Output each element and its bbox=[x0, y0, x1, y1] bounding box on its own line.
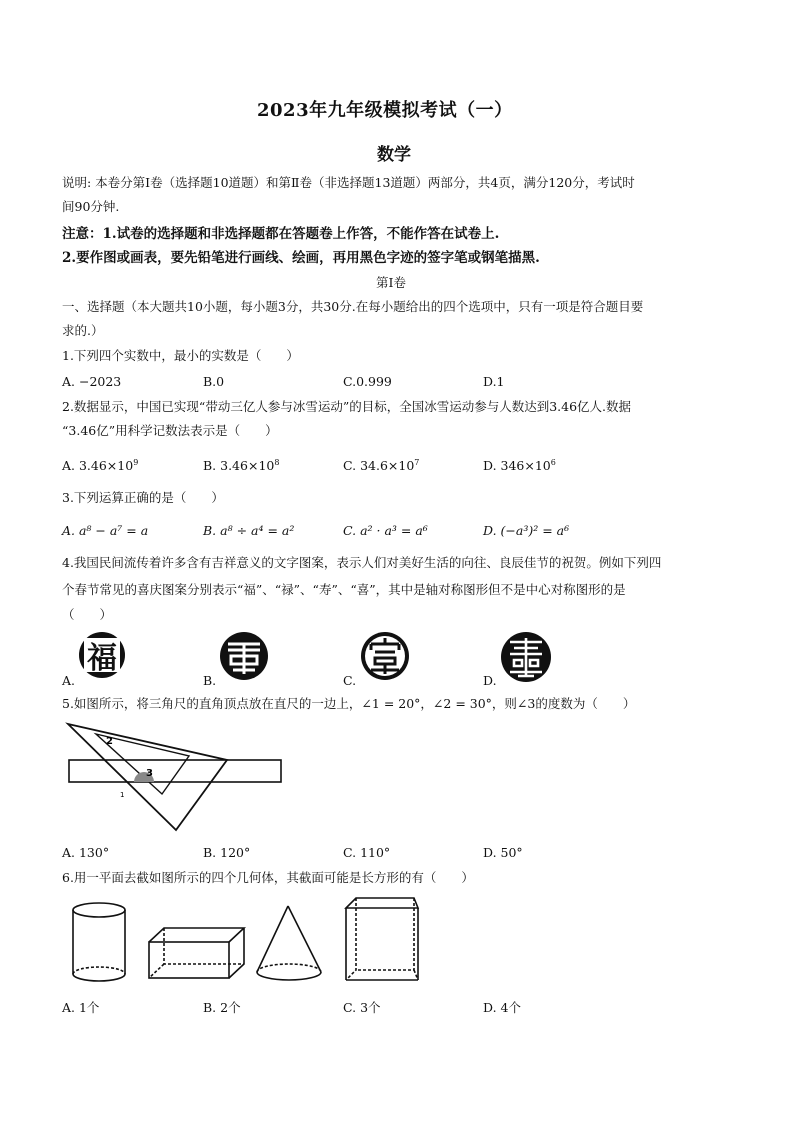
q5-option-c: C. 110° bbox=[343, 845, 391, 860]
q6-option-b: B. 2个 bbox=[203, 1000, 241, 1015]
q1-option-d: D.1 bbox=[483, 374, 505, 389]
q3-option-c: C. a² · a³ = a⁶ bbox=[343, 523, 428, 538]
q4-option-b: B. bbox=[203, 673, 217, 688]
cuboid-shape bbox=[149, 928, 244, 978]
q6-option-c: C. 3个 bbox=[343, 1000, 381, 1015]
fu-emblem-image bbox=[78, 630, 126, 680]
angle-1-label: 1 bbox=[120, 791, 125, 799]
q4-stem-3: （ ） bbox=[62, 607, 113, 622]
q2-option-b: B. $3.46\times 10^8$ bbox=[203, 457, 280, 473]
q4-stem-1: 4.我国民间流传着许多含有吉祥意义的文字图案，表示人们对美好生活的向往、良辰佳节的祝贺。例如下列四 bbox=[62, 555, 662, 570]
q1-option-b: B.0 bbox=[203, 374, 225, 389]
q5-option-d: D. 50° bbox=[483, 845, 523, 860]
prism-shape bbox=[346, 898, 418, 980]
subject-title: 数学 bbox=[377, 145, 411, 165]
cone-shape bbox=[257, 906, 321, 980]
q6-option-d: D. 4个 bbox=[483, 1000, 521, 1015]
note-2: 2.要作图或画表，要先铅笔进行画线、绘画，再用黑色字迹的签字笔或钢笔描黑. bbox=[62, 250, 540, 266]
section-heading-2: 求的.） bbox=[62, 323, 104, 338]
q3-option-b: B. a⁸ ÷ a⁴ = a² bbox=[203, 523, 295, 538]
instructions-line-1: 说明: 本卷分第Ⅰ卷（选择题10道题）和第Ⅱ卷（非选择题13道题）两部分，共4页，满分120分，考试时 bbox=[62, 175, 635, 190]
q1-option-c: C.0.999 bbox=[343, 374, 392, 389]
exam-title: 2023年九年级模拟考试（一） bbox=[257, 100, 513, 121]
q1-option-a: A. −2023 bbox=[62, 374, 122, 389]
q5-stem: 5.如图所示，将三角尺的直角顶点放在直尺的一边上，∠1 = 20°，∠2 = 30°，则∠3的度数为（ ） bbox=[62, 696, 636, 711]
ruler-triangle-figure bbox=[62, 722, 288, 834]
section-label: 第Ⅰ卷 bbox=[376, 275, 406, 290]
angle-3-label: 3 bbox=[146, 768, 153, 779]
q2-stem-2: “3.46亿”用科学记数法表示是（ ） bbox=[62, 423, 278, 438]
q4-option-d: D. bbox=[483, 673, 497, 688]
angle-2-label: 2 bbox=[106, 736, 113, 747]
q2-stem-1: 2.数据显示，中国已实现“带动三亿人参与冰雪运动”的目标，全国冰雪运动参与人数达到3.46亿人.数据 bbox=[62, 399, 632, 414]
instructions-line-2: 间90分钟. bbox=[62, 199, 120, 214]
q3-stem: 3.下列运算正确的是（ ） bbox=[62, 490, 224, 505]
q1-stem: 1.下列四个实数中，最小的实数是（ ） bbox=[62, 348, 299, 363]
lu-emblem-image bbox=[219, 630, 269, 682]
q6-stem: 6.用一平面去截如图所示的四个几何体，其截面可能是长方形的有（ ） bbox=[62, 870, 474, 885]
q3-option-d: D. (−a³)² = a⁶ bbox=[483, 523, 570, 538]
q2-option-c: C. $34.6\times 10^7$ bbox=[343, 457, 420, 473]
q4-stem-2: 个春节常见的喜庆图案分别表示“福”、“禄”、“寿”、“喜”，其中是轴对称图形但不是中心对称图形的是 bbox=[62, 582, 626, 597]
q3-option-a: A. a⁸ − a⁷ = a bbox=[62, 523, 149, 538]
q2-option-d: D. $346\times 10^6$ bbox=[483, 457, 556, 473]
q5-option-a: A. 130° bbox=[62, 845, 110, 860]
solids-figure bbox=[62, 896, 532, 996]
xi-emblem-image bbox=[500, 630, 552, 684]
q2-option-a: A. $3.46\times 10^9$ bbox=[62, 457, 139, 473]
section-heading-1: 一、选择题（本大题共10小题，每小题3分，共30分.在每小题给出的四个选项中，只有一项是符合题目要 bbox=[62, 299, 644, 314]
ruler-shape bbox=[69, 760, 281, 782]
q4-option-c: C. bbox=[343, 673, 357, 688]
shou-emblem-image bbox=[359, 630, 411, 682]
q5-option-b: B. 120° bbox=[203, 845, 251, 860]
note-1: 注意：1.试卷的选择题和非选择题都在答题卷上作答，不能作答在试卷上. bbox=[62, 226, 500, 242]
q6-option-a: A. 1个 bbox=[62, 1000, 100, 1015]
svg-text:福: 福 bbox=[87, 641, 117, 676]
q4-option-a: A. bbox=[62, 673, 76, 688]
cylinder-shape bbox=[73, 903, 125, 981]
